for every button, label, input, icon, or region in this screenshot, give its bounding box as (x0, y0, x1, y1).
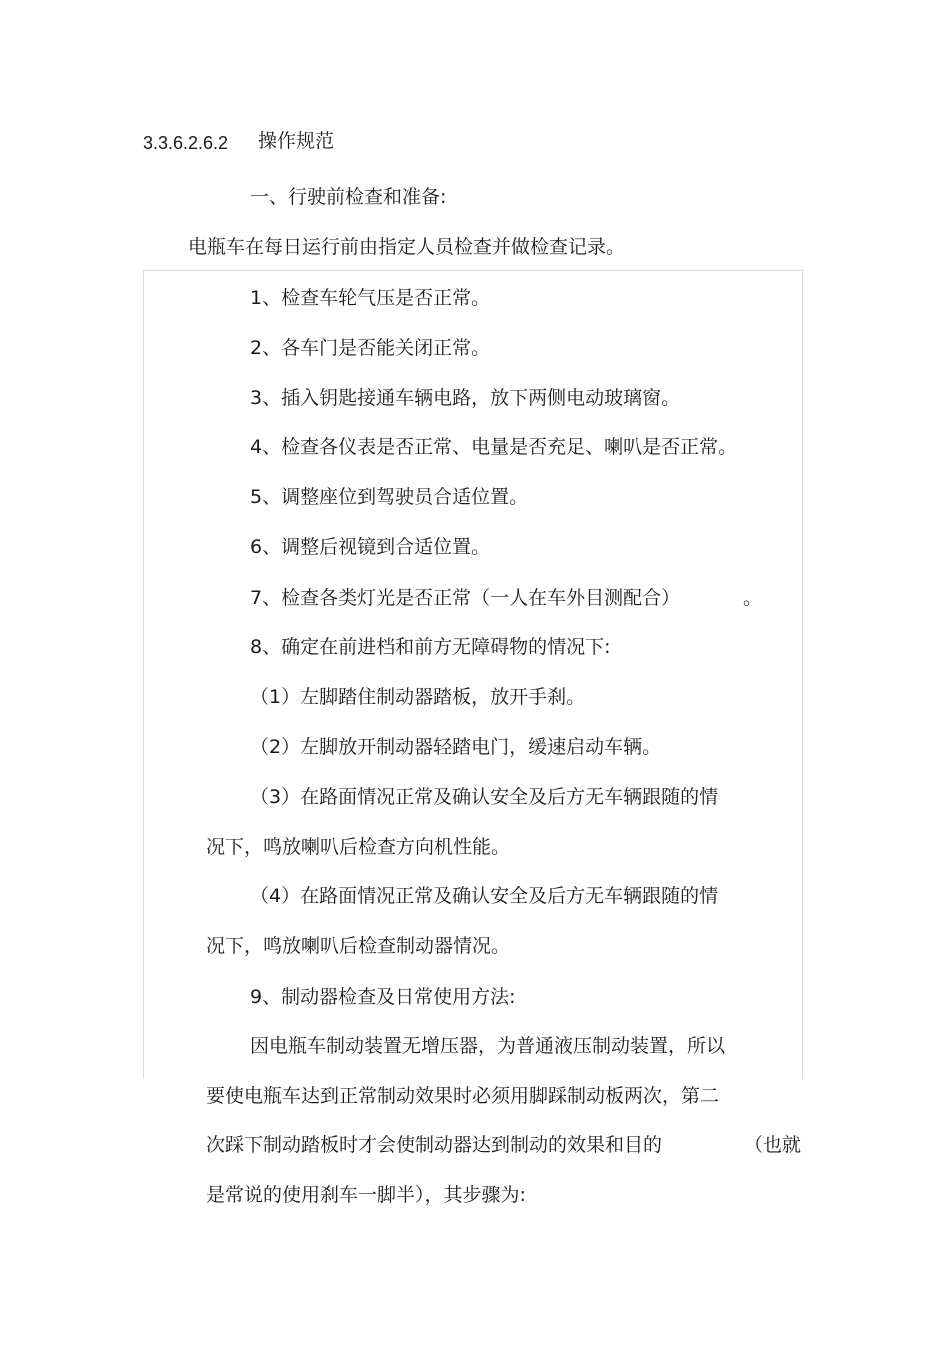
paragraph-line: 因电瓶车制动装置无增压器，为普通液压制动装置，所以 (250, 1035, 726, 1057)
list-item: 8、确定在前进档和前方无障碍物的情况下: (250, 636, 611, 658)
section-number: 3.3.6.2.6.2 (143, 133, 229, 153)
list-item: 3、插入钥匙接通车辆电路，放下两侧电动玻璃窗。 (250, 387, 681, 409)
list-item: 6、调整后视镜到合适位置。 (250, 536, 491, 558)
paragraph-line: 是常说的使用刹车一脚半），其步骤为: (206, 1184, 526, 1206)
sub-item: （3）在路面情况正常及确认安全及后方无车辆跟随的情 (250, 786, 719, 808)
list-item: 9、制动器检查及日常使用方法: (250, 986, 516, 1008)
section-title: 操作规范 (258, 130, 335, 152)
sub-item: （4）在路面情况正常及确认安全及后方无车辆跟随的情 (250, 885, 719, 907)
paragraph-line: 次踩下制动踏板时才会使制动器达到制动的效果和目的 (206, 1134, 663, 1156)
list-item: 7、检查各类灯光是否正常（一人在车外目测配合） (250, 587, 681, 609)
intro-text: 电瓶车在每日运行前由指定人员检查并做检查记录。 (188, 236, 626, 258)
sub-item: （2）左脚放开制动器轻踏电门，缓速启动车辆。 (250, 736, 662, 758)
list-item: 4、检查各仪表是否正常、电量是否充足、喇叭是否正常。 (250, 436, 738, 458)
sub-item-continued: 况下，鸣放喇叭后检查方向机性能。 (206, 836, 511, 858)
sub-item: （1）左脚踏住制动器踏板，放开手刹。 (250, 686, 586, 708)
list-item: 2、各车门是否能关闭正常。 (250, 337, 491, 359)
list-item-tail: 。 (743, 587, 763, 609)
heading-pre-drive-check: 一、行驶前检查和准备: (250, 186, 447, 208)
sub-item-continued: 况下，鸣放喇叭后检查制动器情况。 (206, 935, 511, 957)
list-item: 5、调整座位到驾驶员合适位置。 (250, 486, 529, 508)
paragraph-line: 要使电瓶车达到正常制动效果时必须用脚踩制动板两次，第二 (206, 1085, 720, 1107)
list-item: 1、检查车轮气压是否正常。 (250, 287, 491, 309)
paragraph-line-tail: （也就 (744, 1134, 802, 1156)
